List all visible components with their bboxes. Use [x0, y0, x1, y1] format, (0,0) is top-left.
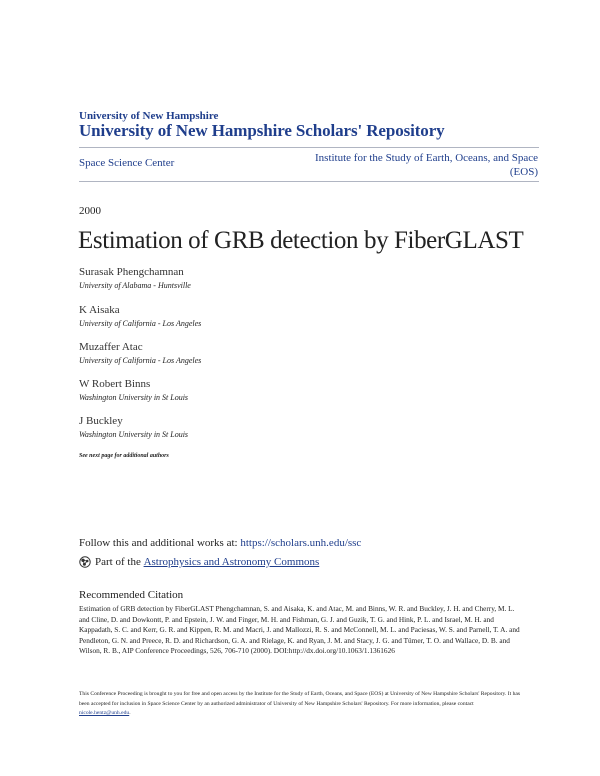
- author-name: K Aisaka: [79, 304, 120, 316]
- footer-notice: [79, 690, 524, 719]
- collection-link-right[interactable]: Institute for the Study of Earth, Oceans, and Space (EOS): [315, 152, 538, 178]
- additional-authors-note: See next page for additional authors: [79, 453, 169, 459]
- author-name: Surasak Phengchamnan: [79, 266, 184, 278]
- author-name: J Buckley: [79, 415, 123, 427]
- network-commons-icon: [79, 556, 91, 568]
- author-name: W Robert Binns: [79, 378, 151, 390]
- follow-prefix: Follow this and additional works at:: [79, 537, 241, 549]
- author-block: [79, 415, 188, 439]
- author-affiliation: University of California - Los Angeles: [79, 356, 202, 365]
- author-block: [79, 266, 191, 290]
- author-block: [79, 378, 188, 402]
- institution-name[interactable]: University of New Hampshire: [79, 110, 219, 122]
- header-divider-top: [79, 147, 539, 148]
- header-divider-bottom: [79, 181, 539, 182]
- author-affiliation: University of California - Los Angeles: [79, 319, 202, 328]
- footer-suffix: .: [129, 710, 131, 716]
- commons-link[interactable]: Astrophysics and Astronomy Commons: [143, 556, 320, 568]
- collection-link-left[interactable]: Space Science Center: [79, 157, 175, 169]
- publication-year: 2000: [79, 205, 101, 217]
- author-affiliation: Washington University in St Louis: [79, 430, 189, 439]
- contact-email-link[interactable]: nicole.hentz@unh.edu: [79, 710, 130, 716]
- part-of-prefix: Part of the: [95, 556, 141, 568]
- citation-heading: Recommended Citation: [79, 589, 184, 601]
- author-block: [79, 304, 201, 328]
- citation-text: Estimation of GRB detection by FiberGLAST Phengchamnan, S. and Aisaka, K. and Atac, M. and Binns, W. R. and Buckley, J. H. and Cherry, M. L. and Cline, D. and Dowkontt, P. and Epstein, J. W. and Finger, M. H. and Fishman, G. J. and Guzik, T. G. and Hink, P. L. and Israel, M. H. and Kappadath, S. C. and Kerr, G. R. and Kippen, R. M. and Macri, J. and Mallozzi, R. S. and McConnell, M. L. and Paciesas, W. S. and Parnell, T. A. and Pendleton, G. N. and Preece, R. D. and Richardson, G. A. and Rielage, K. and Ryan, J. M. and Stacy, J. G. and Tümer, T. O. and Wallace, D. B. and Wilson, R. B., AIP Conference Proceedings, 526, 706-710 (2000). DOI:http://dx.doi.org/10.1063/1.1361626: [79, 604, 520, 655]
- follow-line: [79, 537, 361, 549]
- page-title: Estimation of GRB detection by FiberGLAST: [78, 227, 524, 254]
- footer-text: This Conference Proceeding is brought to you for free and open access by the Institute for the Study of Earth, Oceans, and Space (EOS) at University of New Hampshire Scholars' Repository. It has been accepted for inclusion in Space Science Center by an authorized administrator of University of New Hampshire Scholars' Repository. For more information, please contact: [79, 691, 521, 707]
- author-affiliation: University of Alabama - Huntsville: [79, 281, 191, 290]
- author-block: [79, 341, 201, 365]
- author-name: Muzaffer Atac: [79, 341, 143, 353]
- follow-url-link[interactable]: https://scholars.unh.edu/ssc: [240, 537, 362, 549]
- part-of-line: [79, 556, 319, 568]
- repository-name[interactable]: University of New Hampshire Scholars' Repository: [79, 121, 445, 140]
- author-affiliation: Washington University in St Louis: [79, 393, 189, 402]
